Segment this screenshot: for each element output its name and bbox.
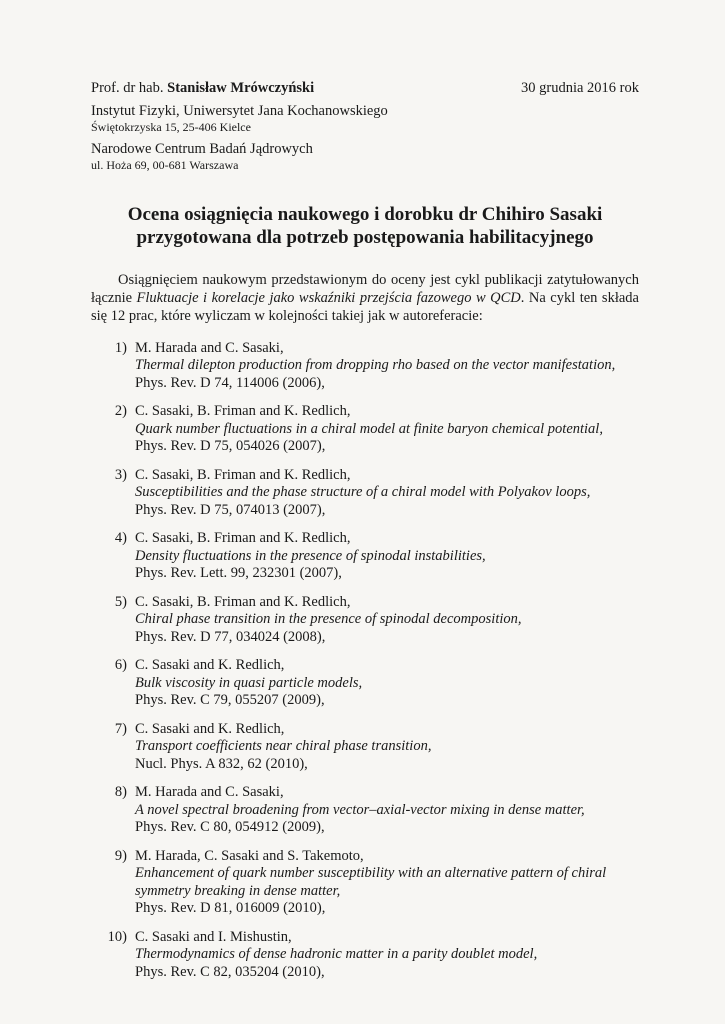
reference-authors: C. Sasaki and K. Redlich, bbox=[135, 720, 285, 737]
reference-journal: Phys. Rev. D 75, 074013 (2007), bbox=[135, 501, 326, 518]
reference-authors: C. Sasaki, B. Friman and K. Redlich, bbox=[135, 593, 351, 610]
reference-title: Chiral phase transition in the presence of spinodal decomposition, bbox=[135, 611, 522, 627]
intro-text-1: Osiągnięciem naukowym przedstawionym do oceny jest cykl publikacji zatytułowanych łącznie bbox=[91, 272, 639, 306]
author-line bbox=[91, 80, 314, 97]
reference-journal: Phys. Rev. C 80, 054912 (2009), bbox=[135, 819, 325, 835]
reference-authors: C. Sasaki and I. Mishustin, bbox=[135, 928, 292, 945]
reference-authors: C. Sasaki, B. Friman and K. Redlich, bbox=[135, 403, 351, 419]
reference-number: 8) bbox=[114, 784, 127, 800]
affiliation-1 bbox=[91, 103, 639, 135]
reference-item bbox=[91, 403, 639, 456]
reference-title: A novel spectral broadening from vector–axial-vector mixing in dense matter, bbox=[135, 801, 585, 818]
intro-paragraph bbox=[91, 271, 639, 325]
reference-number: 1) bbox=[114, 339, 127, 356]
reference-entry bbox=[135, 721, 639, 774]
reference-entry bbox=[135, 784, 639, 837]
reference-journal: Phys. Rev. D 77, 034024 (2008), bbox=[135, 628, 326, 645]
affiliation-1-address: Świętokrzyska 15, 25-406 Kielce bbox=[91, 120, 251, 134]
reference-item bbox=[91, 848, 639, 918]
reference-entry bbox=[135, 340, 639, 393]
reference-number: 10) bbox=[107, 928, 127, 945]
reference-item bbox=[91, 467, 639, 520]
author-name: Stanisław Mrówczyński bbox=[167, 80, 315, 96]
cycle-title: Fluktuacje i korelacje jako wskaźniki przejścia fazowego w QCD bbox=[136, 290, 521, 306]
reference-authors: C. Sasaki, B. Friman and K. Redlich, bbox=[135, 466, 351, 483]
reference-authors: M. Harada and C. Sasaki, bbox=[135, 339, 284, 356]
reference-journal: Phys. Rev. D 81, 016009 (2010), bbox=[135, 900, 326, 916]
reference-item bbox=[91, 340, 639, 393]
reference-authors: C. Sasaki and K. Redlich, bbox=[135, 657, 285, 673]
reference-list bbox=[91, 340, 639, 982]
reference-item bbox=[91, 657, 639, 710]
reference-number: 3) bbox=[114, 466, 127, 483]
affiliation-1-name: Instytut Fizyki, Uniwersytet Jana Kochanowskiego bbox=[91, 103, 388, 119]
intro-text-2: . Na cykl ten składa się 12 prac, które wyliczam w kolejności takiej jak w autoreferacie: bbox=[91, 290, 639, 324]
affiliation-2 bbox=[91, 141, 639, 173]
affiliation-2-address: ul. Hoża 69, 00-681 Warszawa bbox=[91, 158, 239, 172]
reference-title: Bulk viscosity in quasi particle models, bbox=[135, 674, 363, 691]
reference-item bbox=[91, 721, 639, 774]
reference-entry bbox=[135, 929, 639, 982]
reference-authors: M. Harada, C. Sasaki and S. Takemoto, bbox=[135, 847, 364, 864]
reference-journal: Phys. Rev. D 75, 054026 (2007), bbox=[135, 438, 326, 454]
reference-entry bbox=[135, 657, 639, 710]
reference-title: Susceptibilities and the phase structure of a chiral model with Polyakov loops, bbox=[135, 484, 591, 500]
reference-number: 6) bbox=[114, 657, 127, 673]
reference-title: Enhancement of quark number susceptibility with an alternative pattern of chiral symmetry breaking in dense matter, bbox=[135, 865, 607, 899]
reference-title: Transport coefficients near chiral phase transition, bbox=[135, 738, 432, 754]
author-prefix: Prof. dr hab. bbox=[91, 80, 168, 96]
reference-entry bbox=[135, 403, 639, 456]
letter-date: 30 grudnia 2016 rok bbox=[521, 80, 639, 96]
reference-number: 9) bbox=[114, 847, 127, 864]
reference-item bbox=[91, 784, 639, 837]
reference-entry bbox=[135, 467, 639, 520]
title-line-2: przygotowana dla potrzeb postępowania habilitacyjnego bbox=[136, 227, 594, 248]
reference-item bbox=[91, 929, 639, 982]
affiliation-2-name: Narodowe Centrum Badań Jądrowych bbox=[91, 141, 313, 157]
reference-item bbox=[91, 530, 639, 583]
document-title bbox=[91, 203, 639, 249]
reference-title: Density fluctuations in the presence of spinodal instabilities, bbox=[135, 547, 486, 564]
reference-entry bbox=[135, 594, 639, 647]
reference-authors: M. Harada and C. Sasaki, bbox=[135, 784, 284, 800]
reference-journal: Nucl. Phys. A 832, 62 (2010), bbox=[135, 755, 308, 772]
reference-journal: Phys. Rev. Lett. 99, 232301 (2007), bbox=[135, 565, 342, 581]
reference-journal: Phys. Rev. C 82, 035204 (2010), bbox=[135, 963, 325, 980]
reference-number: 2) bbox=[114, 403, 127, 419]
reference-title: Thermal dilepton production from dropping rho based on the vector manifestation, bbox=[135, 357, 616, 373]
reference-number: 5) bbox=[114, 593, 127, 610]
title-line-1: Ocena osiągnięcia naukowego i dorobku dr Chihiro Sasaki bbox=[127, 204, 603, 225]
reference-title: Quark number fluctuations in a chiral model at finite baryon chemical potential, bbox=[135, 420, 603, 437]
reference-item bbox=[91, 594, 639, 647]
reference-number: 7) bbox=[114, 720, 127, 737]
reference-entry bbox=[135, 530, 639, 583]
reference-journal: Phys. Rev. D 74, 114006 (2006), bbox=[135, 374, 325, 391]
reference-journal: Phys. Rev. C 79, 055207 (2009), bbox=[135, 692, 325, 708]
reference-title: Thermodynamics of dense hadronic matter in a parity doublet model, bbox=[135, 946, 538, 962]
letter-header bbox=[91, 80, 639, 97]
reference-entry bbox=[135, 848, 639, 918]
reference-number: 4) bbox=[114, 530, 127, 546]
reference-authors: C. Sasaki, B. Friman and K. Redlich, bbox=[135, 530, 351, 546]
